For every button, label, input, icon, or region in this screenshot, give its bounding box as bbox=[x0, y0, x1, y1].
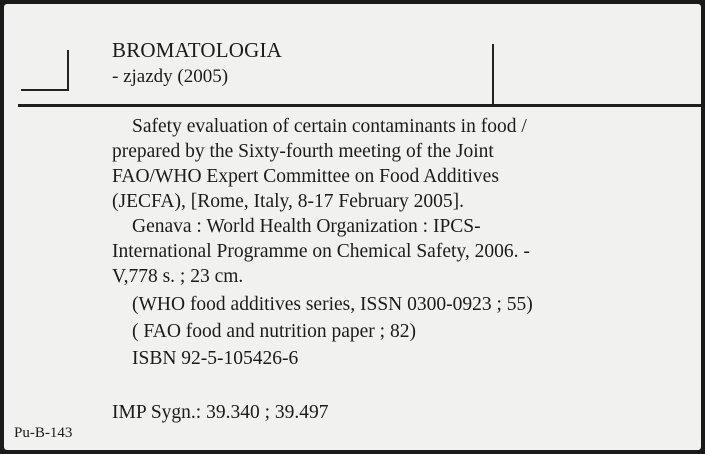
corner-mark-horizontal bbox=[21, 89, 69, 91]
publication-line: International Programme on Chemical Safety, 2006. - bbox=[112, 241, 530, 262]
card-code: Pu-B-143 bbox=[14, 425, 73, 441]
subject-heading: BROMATOLOGIA bbox=[112, 38, 283, 62]
corner-mark-vertical bbox=[67, 50, 69, 91]
call-number: IMP Sygn.: 39.340 ; 39.497 bbox=[112, 402, 329, 423]
series-line: ( FAO food and nutrition paper ; 82) bbox=[132, 321, 416, 342]
horizontal-rule bbox=[18, 104, 701, 107]
title-line: FAO/WHO Expert Committee on Food Additives bbox=[112, 166, 499, 187]
vertical-rule bbox=[492, 44, 494, 106]
title-line: prepared by the Sixty-fourth meeting of the Joint bbox=[112, 141, 494, 162]
subject-subheading: - zjazdy (2005) bbox=[112, 66, 229, 87]
publication-line: V,778 s. ; 23 cm. bbox=[112, 266, 244, 287]
title-line: (JECFA), [Rome, Italy, 8-17 February 2005]. bbox=[112, 191, 465, 212]
isbn-line: ISBN 92-5-105426-6 bbox=[132, 348, 299, 369]
catalog-card bbox=[4, 4, 701, 450]
series-line: (WHO food additives series, ISSN 0300-0923 ; 55) bbox=[132, 294, 533, 315]
title-line: Safety evaluation of certain contaminants in food / bbox=[132, 116, 527, 137]
publication-line: Genava : World Health Organization : IPCS- bbox=[132, 216, 481, 237]
